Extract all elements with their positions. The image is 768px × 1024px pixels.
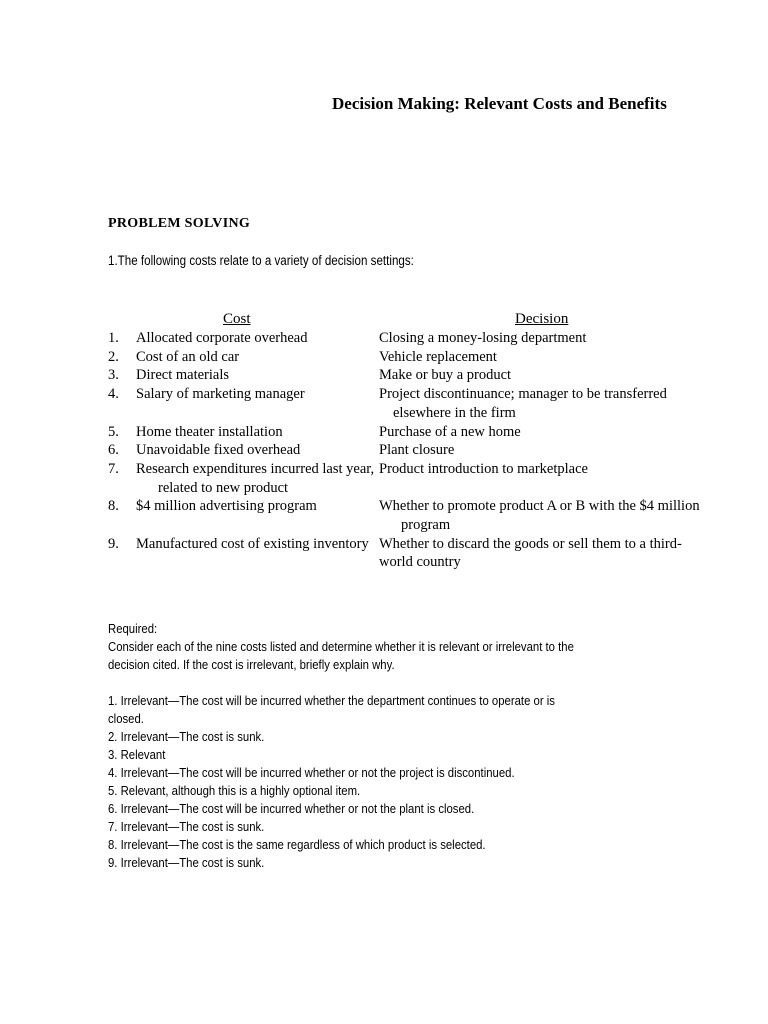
cost-column-header: Cost — [223, 311, 251, 327]
answer-line: 4. Irrelevant—The cost will be incurred whether or not the project is discontinued. — [108, 765, 515, 780]
row-number: 1. — [108, 330, 119, 346]
table-row — [108, 460, 708, 497]
row-number: 3. — [108, 367, 119, 384]
page-title: Decision Making: Relevant Costs and Benefits — [332, 94, 667, 113]
answer-line: 7. Irrelevant—The cost is sunk. — [108, 819, 265, 834]
answer-line: 2. Irrelevant—The cost is sunk. — [108, 729, 265, 744]
section-heading: PROBLEM SOLVING — [108, 216, 251, 231]
row-decision: Make or buy a product — [379, 367, 512, 384]
answer-line: 9. Irrelevant—The cost is sunk. — [108, 855, 265, 870]
required-label: Required: — [108, 621, 158, 636]
row-cost: Research expenditures incurred last year, related to new product — [136, 460, 375, 496]
cost-decision-table — [108, 329, 708, 572]
answer-line: 5. Relevant, although this is a highly optional item. — [108, 783, 361, 798]
row-cost: Unavoidable fixed overhead — [136, 442, 301, 459]
row-number: 9. — [108, 535, 119, 552]
row-decision: Product introduction to marketplace — [379, 460, 588, 477]
intro-text: 1.The following costs relate to a variety of decision settings: — [108, 253, 414, 268]
answer-line: 3. Relevant — [108, 747, 166, 762]
decision-column-header: Decision — [515, 311, 569, 327]
table-row — [108, 497, 708, 534]
answer-line: 1. Irrelevant—The cost will be incurred whether the department continues to operate or is — [108, 693, 555, 708]
table-row — [108, 329, 708, 348]
row-decision: Purchase of a new home — [379, 423, 521, 440]
answer-line: 8. Irrelevant—The cost is the same regardless of which product is selected. — [108, 837, 486, 852]
row-decision: Whether to discard the goods or sell them to a third-world country — [379, 535, 682, 571]
answer-line: closed. — [108, 711, 144, 726]
row-cost: Direct materials — [136, 367, 229, 384]
table-row — [108, 366, 708, 385]
required-text-line: decision cited. If the cost is irrelevant, briefly explain why. — [108, 657, 395, 672]
table-row — [108, 385, 708, 422]
table-row — [108, 441, 708, 460]
row-number: 8. — [108, 498, 119, 515]
row-decision: Closing a money-losing department — [379, 330, 587, 346]
row-number: 6. — [108, 442, 119, 459]
row-cost: $4 million advertising program — [136, 498, 317, 515]
row-cost: Salary of marketing manager — [136, 386, 305, 403]
row-number: 7. — [108, 460, 119, 477]
table-row — [108, 348, 708, 367]
row-cost: Cost of an old car — [136, 348, 240, 365]
row-decision: Project discontinuance; manager to be transferred elsewhere in the firm — [379, 386, 667, 421]
row-cost: Manufactured cost of existing inventory — [136, 535, 369, 552]
answer-line: 6. Irrelevant—The cost will be incurred whether or not the plant is closed. — [108, 801, 475, 816]
row-number: 5. — [108, 423, 119, 440]
table-row — [108, 423, 708, 442]
table-row — [108, 535, 708, 572]
row-cost: Allocated corporate overhead — [136, 330, 308, 346]
row-decision: Plant closure — [379, 442, 455, 459]
answers-list — [108, 692, 667, 872]
row-decision: Whether to promote product A or B with the $4 million program — [379, 498, 700, 534]
row-number: 2. — [108, 348, 119, 365]
row-decision: Vehicle replacement — [379, 348, 497, 365]
row-number: 4. — [108, 386, 119, 403]
required-section — [108, 620, 667, 674]
required-text-line: Consider each of the nine costs listed and determine whether it is relevant or irrelevant to the — [108, 639, 574, 654]
row-cost: Home theater installation — [136, 423, 283, 440]
